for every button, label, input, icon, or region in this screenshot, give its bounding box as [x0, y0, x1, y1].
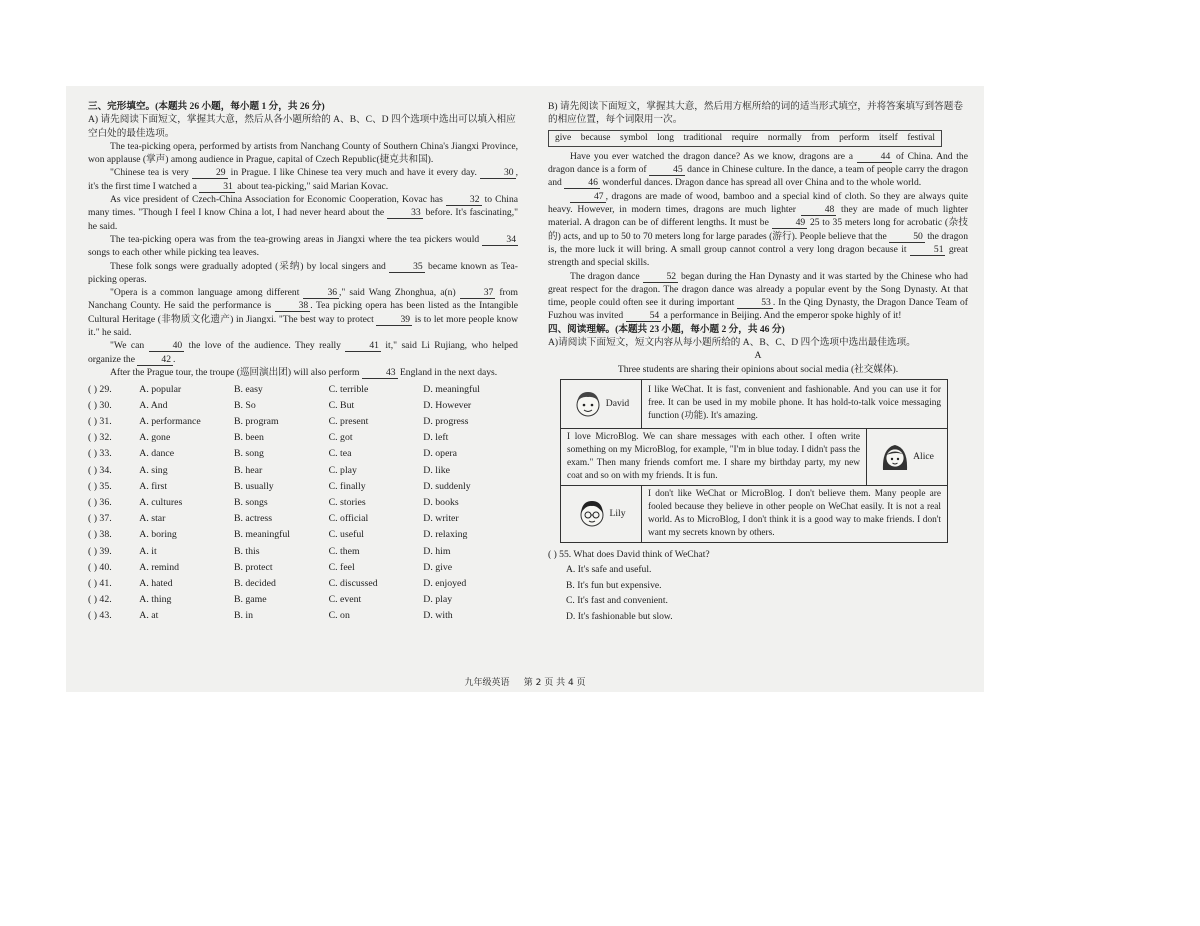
option-d: D. progress [423, 416, 469, 428]
option-b: B. hear [233, 464, 263, 476]
blank-39: 39 [376, 314, 412, 326]
answer-slot[interactable]: ( ) 37. [88, 513, 112, 525]
option-row [88, 495, 518, 511]
section3-b-instruction: B) 请先阅读下面短文，掌握其大意，然后用方框所给的词的适当形式填空，并将答案填写到答题卷的相应位置，每个词限用一次。 [548, 101, 963, 126]
option-c: C. But [328, 399, 355, 411]
passage-paragraph-8: After the Prague tour, the troupe (巡回演出团) will also perform 43 England in the next days. [110, 366, 498, 378]
opinion-row-david [561, 380, 947, 429]
option-b: B. easy [233, 383, 263, 395]
passage-paragraph-5: These folk songs were gradually adopted (采纳) by local singers and 35 became known as Tea-picking operas. [88, 260, 518, 285]
options-list [88, 381, 518, 624]
blank-46: 46 [564, 177, 600, 189]
option-b: B. this [233, 545, 260, 557]
opinion-row-alice [561, 429, 947, 486]
blank-52: 52 [643, 271, 679, 283]
footer-subject: 九年级英语 [464, 678, 510, 688]
left-column [88, 100, 518, 624]
blank-31: 31 [199, 181, 235, 193]
option-a: A. popular [139, 383, 182, 395]
blank-36: 36 [303, 287, 339, 299]
answer-slot[interactable]: ( ) 30. [88, 399, 112, 411]
section4-title: 四、阅读理解。(本题共 23 小题，每小题 2 分，共 46 分) [548, 323, 785, 335]
blank-49: 49 [772, 217, 808, 229]
option-a: A. sing [139, 464, 168, 476]
boy-face-icon [573, 387, 603, 421]
blank-35: 35 [389, 261, 425, 273]
option-d: D. suddenly [423, 480, 471, 492]
word-box-item: normally [767, 132, 802, 143]
passage-b-paragraph-3: The dragon dance 52 began during the Han Dynasty and it was started by the Chinese who had great respect for the dragon. The dragon dance was already a popular event by the Song Dynasty. At that time, people could often see it during important 53 . In the Qing Dynasty, the Dragon Dance Team of Fuzhou was invited 54 a performance in Beijing. And the emperor spoke highly of it! [548, 270, 968, 322]
question-55-stem[interactable]: ( ) 55. What does David think of WeChat? [548, 548, 710, 560]
word-box [548, 130, 942, 147]
footer-page-number: 第 2 页 共 4 页 [523, 678, 586, 688]
passage-paragraph-7: "We can 40 the love of the audience. They really 41 it," said Li Rujiang, who helped organize the 42 . [88, 340, 518, 365]
question-55-option-a: A. It's safe and useful. [566, 564, 652, 576]
alice-opinion: I love MicroBlog. We can share messages with each other. I often write something on my MicroBlog, for example, "I'm in blue today. I didn't pass the exam." Then many friends comfort me. I share my birthday party, my new coat and so on with my friends. It is fun. [567, 431, 860, 481]
word-box-item: itself [878, 132, 898, 143]
answer-slot[interactable]: ( ) 38. [88, 529, 112, 541]
option-row [88, 430, 518, 446]
blank-40: 40 [149, 340, 185, 352]
answer-slot[interactable]: ( ) 29. [88, 383, 112, 395]
lily-avatar-cell [561, 486, 642, 542]
answer-slot[interactable]: ( ) 41. [88, 577, 112, 589]
blank-50: 50 [889, 231, 925, 243]
option-row [88, 462, 518, 478]
option-c: C. got [328, 432, 353, 444]
option-b: B. song [233, 448, 264, 460]
blank-44: 44 [857, 151, 893, 163]
answer-slot[interactable]: ( ) 31. [88, 416, 112, 428]
option-b: B. program [233, 416, 279, 428]
glasses-face-icon [577, 497, 607, 531]
question-55-option-d: D. It's fashionable but slow. [566, 610, 673, 622]
question-55-option-c: C. It's fast and convenient. [566, 595, 668, 607]
passage-b-paragraph-1: Have you ever watched the dragon dance? As we know, dragons are a 44 of China. And the dragon dance is a form of 45 dance in Chinese culture. In the dance, a team of people carry the dragon and 46 wonderful dances. Dragon dance has spread all over China and to the whole world. [548, 150, 968, 189]
option-b: B. decided [233, 577, 276, 589]
blank-48: 48 [801, 204, 837, 216]
option-c: C. official [328, 513, 369, 525]
david-avatar-cell [561, 380, 642, 428]
lily-opinion: I don't like WeChat or MicroBlog. I don't believe them. Many people are fooled because they believe in other people on WeChat easily. It is not a real world. As to MicroBlog, I don't think it is a good way to make friends. I don't want my secrets known by others. [648, 488, 941, 538]
david-opinion: I like WeChat. It is fast, convenient and fashionable. And you can use it for free. It can be used in my mobile phone. It has hold-to-talk voice messaging function (功能). It's amazing. [648, 385, 941, 422]
question-55 [548, 547, 968, 625]
word-box-item: from [811, 132, 830, 143]
option-c: C. useful [328, 529, 364, 541]
alice-name: Alice [913, 451, 934, 463]
option-d: D. left [423, 432, 449, 444]
answer-slot[interactable]: ( ) 36. [88, 496, 112, 508]
blank-45: 45 [649, 164, 685, 176]
blank-53: 53 [737, 297, 773, 309]
option-b: B. game [233, 594, 267, 606]
blank-47: 47 [570, 191, 606, 203]
answer-slot[interactable]: ( ) 35. [88, 480, 112, 492]
blank-42: 42 [137, 354, 173, 366]
option-c: C. finally [328, 480, 366, 492]
option-a: A. hated [139, 577, 173, 589]
option-d: D. enjoyed [423, 577, 467, 589]
word-box-item: because [580, 132, 611, 143]
passage-intro: Three students are sharing their opinions about social media (社交媒体). [617, 363, 899, 375]
option-c: C. feel [328, 561, 355, 573]
option-c: C. stories [328, 496, 366, 508]
answer-slot[interactable]: ( ) 43. [88, 610, 112, 622]
word-box-item: require [731, 132, 759, 143]
option-a: A. remind [139, 561, 180, 573]
passage-letter: A [754, 350, 762, 362]
option-a: A. star [139, 513, 166, 525]
option-d: D. play [423, 594, 453, 606]
option-b: B. usually [233, 480, 274, 492]
option-a: A. And [139, 399, 168, 411]
option-d: D. give [423, 561, 453, 573]
page-footer [66, 675, 984, 688]
option-d: D. relaxing [423, 529, 468, 541]
option-a: A. it [139, 545, 157, 557]
option-a: A. at [139, 610, 159, 622]
option-c: C. tea [328, 448, 352, 460]
alice-avatar-cell [866, 429, 947, 485]
option-c: C. play [328, 464, 357, 476]
answer-slot[interactable]: ( ) 40. [88, 561, 112, 573]
option-a: A. thing [139, 594, 172, 606]
option-c: C. discussed [328, 577, 378, 589]
option-c: C. present [328, 416, 369, 428]
section3-a-instruction: A) 请先阅读下面短文，掌握其大意，然后从各小题所给的 A、B、C、D 四个选项中选出可以填入相应空白处的最佳选项。 [88, 114, 516, 139]
blank-33: 33 [387, 207, 423, 219]
option-b: B. protect [233, 561, 273, 573]
blank-37: 37 [460, 287, 496, 299]
option-a: A. cultures [139, 496, 183, 508]
blank-41: 41 [345, 340, 381, 352]
option-d: D. opera [423, 448, 458, 460]
blank-38: 38 [275, 300, 311, 312]
answer-slot[interactable]: ( ) 42. [88, 594, 112, 606]
option-row [88, 559, 518, 575]
blank-54: 54 [626, 310, 662, 322]
option-row [88, 608, 518, 624]
word-box-item: symbol [620, 132, 648, 143]
passage-paragraph-4: The tea-picking opera was from the tea-growing areas in Jiangxi where the tea pickers would 34 songs to each other while picking tea leaves. [88, 233, 516, 259]
opinions-table [560, 379, 948, 543]
blank-51: 51 [910, 244, 946, 256]
option-a: A. dance [139, 448, 175, 460]
option-row [88, 397, 518, 413]
answer-slot[interactable]: ( ) 34. [88, 464, 112, 476]
blank-43: 43 [362, 367, 398, 379]
word-box-item: give [555, 132, 572, 143]
word-box-item: festival [907, 132, 935, 143]
word-box-item: perform [839, 132, 870, 143]
option-b: B. been [233, 432, 264, 444]
section3-title: 三、完形填空。(本题共 26 小题，每小题 1 分，共 26 分) [88, 101, 325, 112]
blank-29: 29 [192, 167, 228, 179]
question-55-option-b: B. It's fun but expensive. [566, 579, 662, 591]
option-d: D. books [423, 496, 459, 508]
answer-slot[interactable]: ( ) 33. [88, 448, 112, 460]
option-a: A. first [139, 480, 168, 492]
answer-slot[interactable]: ( ) 39. [88, 545, 112, 557]
option-d: D. writer [423, 513, 459, 525]
option-c: C. terrible [328, 383, 369, 395]
option-b: B. meaningful [233, 529, 291, 541]
option-d: D. with [423, 610, 453, 622]
word-box-item: traditional [683, 132, 723, 143]
exam-page [66, 86, 984, 692]
option-row [88, 575, 518, 591]
right-column [548, 100, 968, 624]
lily-name: Lily [609, 508, 626, 520]
option-a: A. boring [139, 529, 177, 541]
option-b: B. actress [233, 513, 273, 525]
girl-face-icon [880, 440, 910, 474]
option-c: C. on [328, 610, 350, 622]
option-row [88, 381, 518, 397]
option-row [88, 511, 518, 527]
option-a: A. gone [139, 432, 171, 444]
option-d: D. him [423, 545, 451, 557]
option-d: D. However [423, 399, 472, 411]
option-row [88, 592, 518, 608]
blank-34: 34 [482, 234, 518, 246]
option-row [88, 446, 518, 462]
passage-paragraph-3: As vice president of Czech-China Association for Economic Cooperation, Kovac has 32 to China many times. "Though I feel I know China a lot, I had never heard about the 33 before. It's fascinating," he said. [88, 194, 519, 232]
word-box-item: long [657, 132, 674, 143]
option-d: D. like [423, 464, 450, 476]
option-row [88, 543, 518, 559]
blank-32: 32 [446, 194, 482, 206]
passage-b-paragraph-2: 47 , dragons are made of wood, bamboo and a special kind of cloth. So they are always quite heavy. However, in modern times, dragons are much lighter 48 they are made of much lighter material. A dragon can be of different lengths. It must be 49 25 to 35 meters long for acrobatic (杂技的) acts, and up to 50 to 70 meters long for large parades (游行). People believe that the 50 the dragon is, the more luck it will bring. A small group cannot control a very long dragon because it 51 great strength and special skills. [548, 190, 968, 269]
passage-paragraph-1: The tea-picking opera, performed by artists from Nanchang County of Southern China's Jiangxi Province, won applause (掌声) among audience in Prague, capital of Czech Republic(捷克共和国). [88, 140, 518, 166]
option-row [88, 527, 518, 543]
option-d: D. meaningful [423, 383, 480, 395]
david-name: David [605, 398, 630, 410]
option-c: C. them [328, 545, 360, 557]
option-b: B. in [233, 610, 254, 622]
passage-paragraph-6: "Opera is a common language among different 36 ," said Wang Zhonghua, a(n) 37 from Nanchang County. He said the performance is 38 . Tea picking opera has been listed as the Intangible Cultural Heritage (非物质文化遗产) in Jiangxi. "The best way to protect 39 is to let more people know it." he said. [88, 287, 518, 339]
option-a: A. performance [139, 416, 201, 428]
answer-slot[interactable]: ( ) 32. [88, 432, 112, 444]
option-b: B. songs [233, 496, 268, 508]
option-c: C. event [328, 594, 362, 606]
opinion-row-lily [561, 486, 947, 542]
option-row [88, 478, 518, 494]
passage-paragraph-2: "Chinese tea is very 29 in Prague. I like Chinese tea very much and have it every day. 30 , it's the first time I watched a 31 about tea-picking," said Marian Kovac. [88, 167, 518, 192]
option-b: B. So [233, 399, 256, 411]
option-row [88, 414, 518, 430]
section4-a-instruction: A)请阅读下面短文，短文内容从每小题所给的 A、B、C、D 四个选项中选出最佳选项。 [548, 337, 916, 349]
blank-30: 30 [480, 167, 516, 179]
